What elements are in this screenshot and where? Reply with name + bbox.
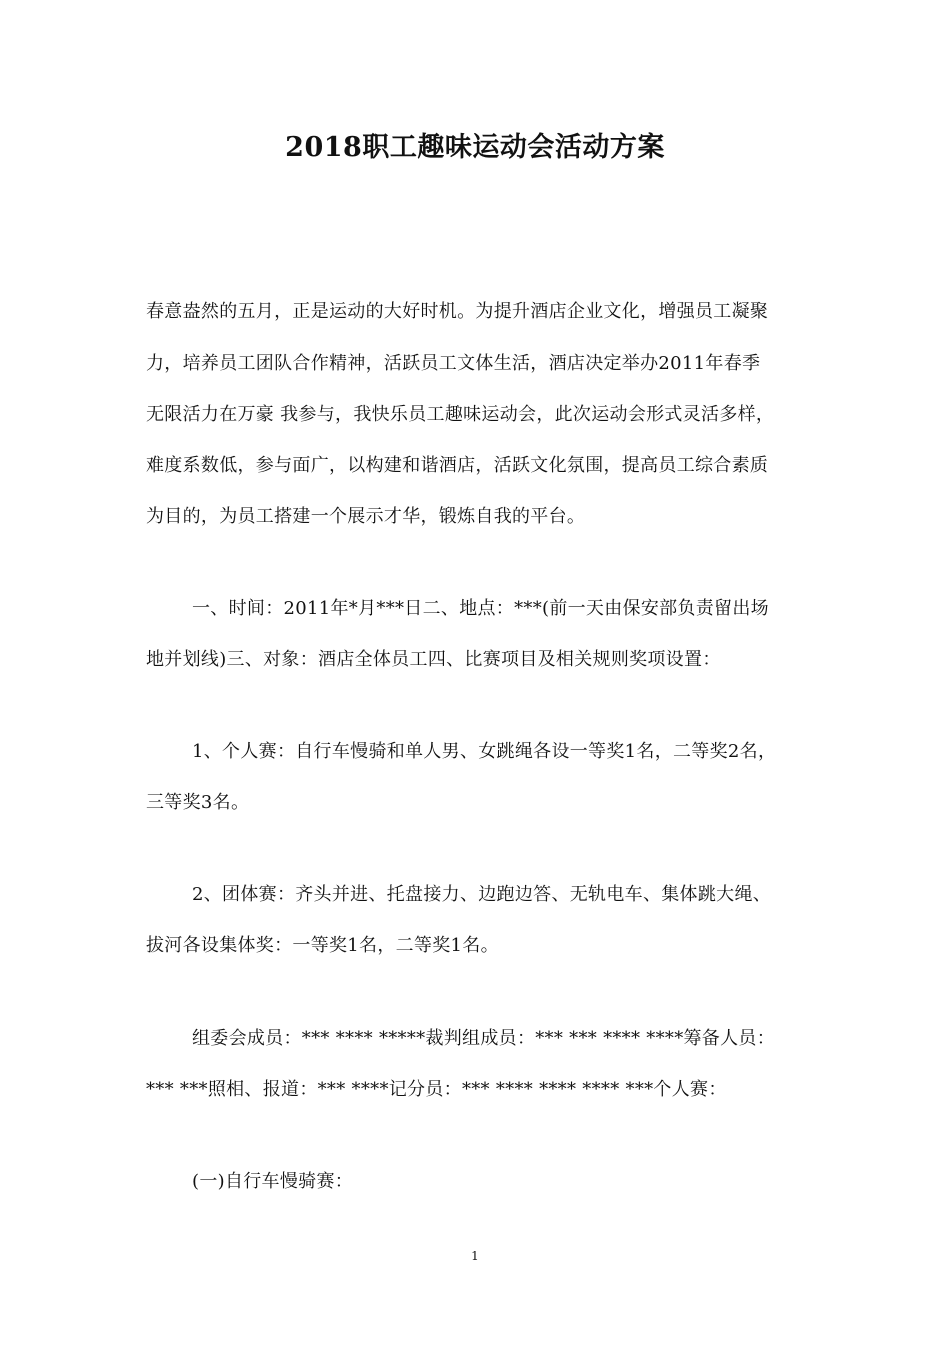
paragraph-1-line-3: 无限活力在万豪 我参与，我快乐员工趣味运动会，此次运动会形式灵活多样， (146, 404, 775, 425)
paragraph-3-line-1: 1、个人赛：自行车慢骑和单人男、女跳绳各设一等奖1名，二等奖2名， (192, 741, 777, 762)
paragraph-4-line-2: 拔河各设集体奖：一等奖1名，二等奖1名。 (146, 935, 499, 956)
paragraph-5-line-1: 组委会成员：*** **** *****裁判组成员：*** *** **** ****筹备人员： (192, 1028, 776, 1049)
paragraph-1-line-1: 春意盎然的五月，正是运动的大好时机。为提升酒店企业文化，增强员工凝聚 (146, 301, 769, 322)
paragraph-2-line-1: 一、时间：2011年*月***日二、地点：***(前一天由保安部负责留出场 (192, 598, 769, 619)
page-number: 1 (471, 1249, 479, 1263)
document-title: 2018职工趣味运动会活动方案 (285, 132, 665, 163)
paragraph-3-line-2: 三等奖3名。 (146, 792, 250, 813)
paragraph-5-line-2: *** ***照相、报道：*** ****记分员：*** **** **** **** ***个人赛： (146, 1079, 727, 1100)
paragraph-4-line-1: 2、团体赛：齐头并进、托盘接力、边跑边答、无轨电车、集体跳大绳、 (192, 884, 772, 905)
paragraph-1-line-2: 力，培养员工团队合作精神，活跃员工文体生活，酒店决定举办2011年春季 (146, 353, 761, 374)
paragraph-6-line-1: (一)自行车慢骑赛： (192, 1171, 354, 1192)
paragraph-2-line-2: 地并划线)三、对象：酒店全体员工四、比赛项目及相关规则奖项设置： (146, 649, 721, 670)
paragraph-1-line-5: 为目的，为员工搭建一个展示才华，锻炼自我的平台。 (146, 506, 586, 527)
paragraph-1-line-4: 难度系数低，参与面广，以构建和谐酒店，活跃文化氛围，提高员工综合素质 (146, 455, 769, 476)
